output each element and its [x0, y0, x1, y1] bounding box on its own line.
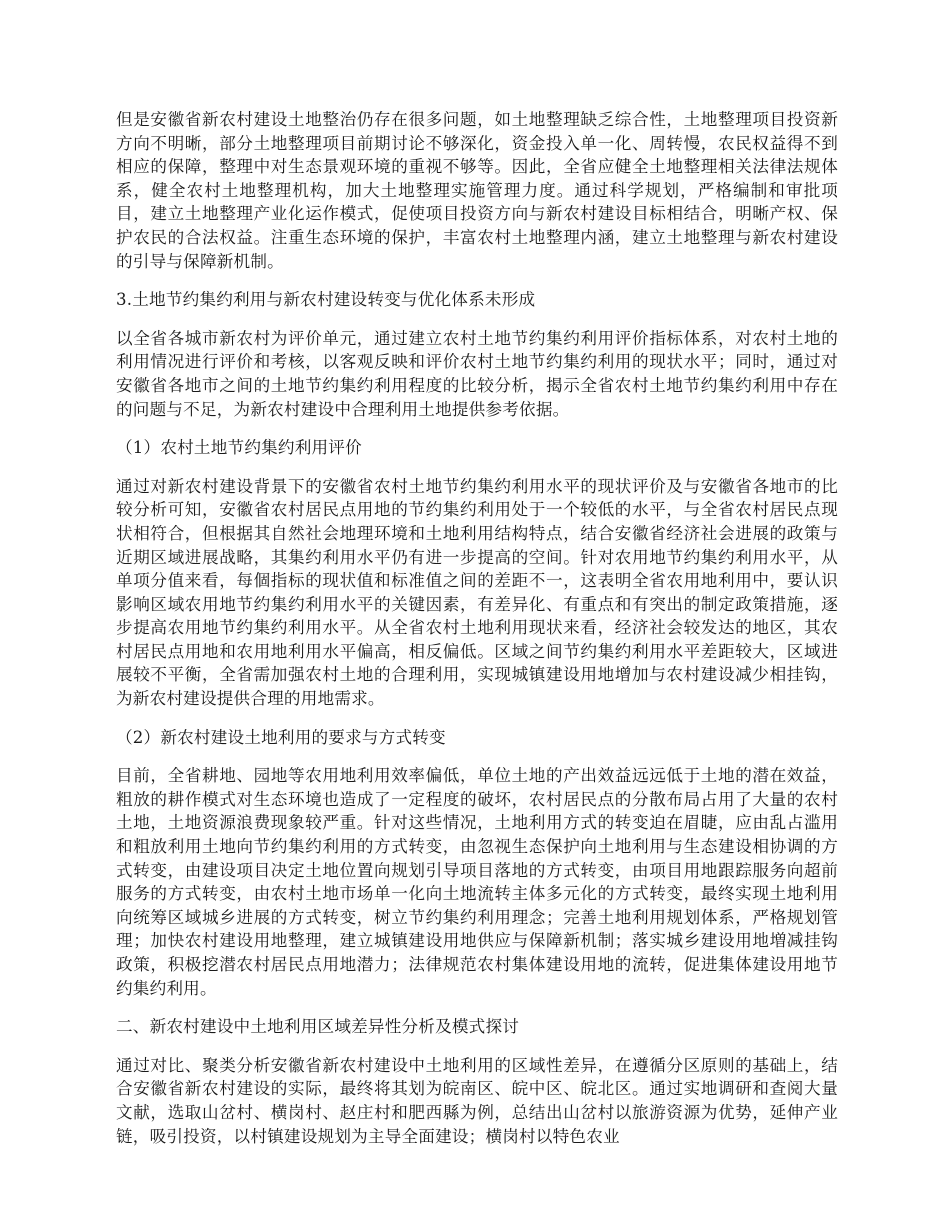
paragraph-evaluation-units: 以全省各城市新农村为评价单元，通过建立农村土地节约集约利用评价指标体系，对农村土地的利用情况进行评价和考核，以客观反映和评价农村土地节约集约利用的现状水平；同时，通过对安徽省各地市之间的土地节约集约利用程度的比较分析，揭示全省农村土地节约集约利用中存在的问题与不足，为新农村建设中合理利用土地提供参考依据。 — [116, 328, 838, 419]
paragraph-regional-differences: 通过对比、聚类分析安徽省新农村建设中土地利用的区域性差异，在遵循分区原则的基础上，结合安徽省新农村建设的实际，最终将其划为皖南区、皖中区、皖北区。通过实地调研和查阅大量文献，选取山岔村、横岗村、赵庄村和肥西縣为例，总结出山岔村以旅游资源为优势，延伸产业链，吸引投资，以村镇建设规划为主导全面建设；横岗村以特色农业 — [116, 1055, 838, 1146]
subheading-2: （2）新农村建设土地利用的要求与方式转变 — [116, 727, 446, 747]
subheading-1: （1）农村土地节约集约利用评价 — [116, 438, 362, 458]
paragraph-evaluation-results: 通过对新农村建设背景下的安徽省农村土地节约集约利用水平的现状评价及与安徽省各地市的比较分析可知，安徽省农村居民点用地的节约集约利用处于一个较低的水平，与全省农村居民点现状相符合，但根据其自然社会地理环境和土地利用结构特点，结合安徽省经济社会进展的政策与近期区域进展战略，其集约利用水平仍有进一步提高的空间。针对农用地节约集约利用水平，从单项分值来看，每個指标的现状值和标准值之间的差距不一，这表明全省农用地利用中，要认识影响区域农用地节约集约利用水平的关键因素，有差异化、有重点和有突出的制定政策措施，逐步提高农用地节约集约利用水平。从全省农村土地利用现状来看，经济社会较发达的地区，其农村居民点用地和农用地利用水平偏高，相反偏低。区域之间节约集约利用水平差距较大，区域进展较不平衡，全省需加强农村土地的合理利用，实现城镇建设用地增加与农村建设减少相挂钩，为新农村建设提供合理的用地需求。 — [116, 476, 838, 709]
paragraph-land-use-transformation: 目前，全省耕地、园地等农用地利用效率偏低，单位土地的产出效益远远低于土地的潜在效益，粗放的耕作模式对生态环境也造成了一定程度的破坏，农村居民点的分散布局占用了大量的农村土地，土地资源浪费现象较严重。针对这些情况，土地利用方式的转变迫在眉睫，应由乱占滥用和粗放利用土地向节约集约利用的方式转变，由忽视生态保护向土地利用与生态建设相协调的方式转变，由建设项目决定土地位置向规划引导项目落地的方式转变，由项目用地跟踪服务向超前服务的方式转变，由农村土地市场单一化向土地流转主体多元化的方式转变，最终实现土地利用向统筹区域城乡进展的方式转变，树立节约集约利用理念；完善土地利用规划体系，严格规划管理；加快农村建设用地整理，建立城镇建设用地供应与保障新机制；落实城乡建设用地増减挂钩政策，积极挖潜农村居民点用地潜力；法律规范农村集体建设用地的流转，促进集体建设用地节约集约利用。 — [116, 766, 838, 998]
section-heading-3: 3.土地节约集约利用与新农村建设转变与优化体系未形成 — [116, 290, 536, 310]
document-page — [116, 108, 838, 1163]
paragraph-land-consolidation-problems: 但是安徽省新农村建设土地整治仍存在很多问题，如土地整理缺乏综合性，土地整理项目投资新方向不明晰，部分土地整理项目前期讨论不够深化，资金投入单一化、周转慢，农民权益得不到相应的保障，整理中对生态景观环境的重视不够等。因此，全省应健全土地整理相关法律法规体系，健全农村土地整理机构，加大土地整理实施管理力度。通过科学规划，严格编制和审批项目，建立土地整理产业化运作模式，促使项目投资方向与新农村建设目标相结合，明晰产权、保护农民的合法权益。注重生态环境的保护，丰富农村土地整理内涵，建立土地整理与新农村建设的引导与保障新机制。 — [116, 110, 838, 271]
section-heading-2: 二、新农村建设中土地利用区域差异性分析及模式探讨 — [116, 1017, 520, 1037]
